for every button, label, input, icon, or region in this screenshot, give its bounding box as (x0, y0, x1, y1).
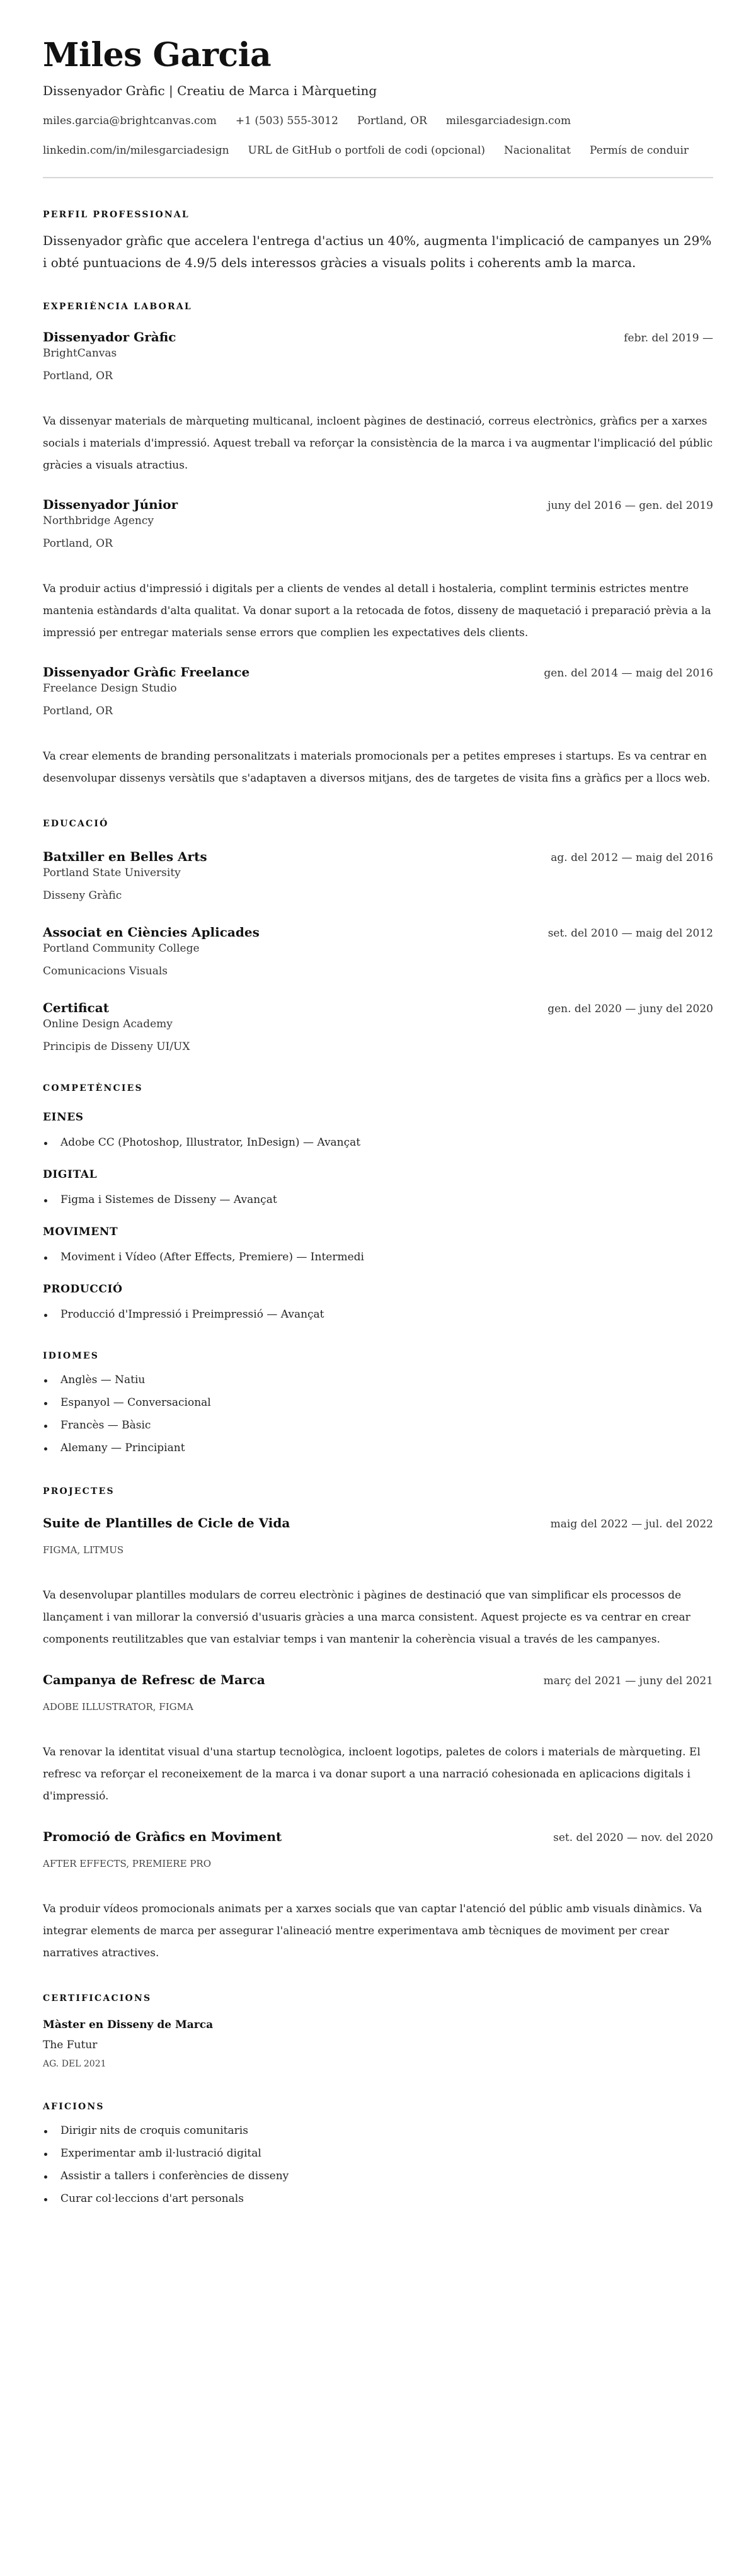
candidate-headline: Dissenyador Gràfic | Creatiu de Marca i Màrqueting (43, 83, 377, 98)
job-title: Dissenyador Júnior (43, 497, 178, 512)
school-name: Portland Community College (43, 942, 200, 955)
section-hobbies (43, 2100, 713, 2206)
education-item (43, 848, 713, 903)
section-title: IDIOMES (43, 1351, 100, 1361)
experience-item (43, 663, 713, 790)
experience-item (43, 496, 713, 644)
contact-location: Portland, OR (357, 115, 427, 127)
contact-github: URL de GitHub o portfoli de codi (opcional) (248, 144, 486, 157)
skill-group-title: PRODUCCIÓ (43, 1283, 123, 1296)
degree-dates: ag. del 2012 — maig del 2016 (551, 852, 713, 864)
contact-email[interactable]: miles.garcia@brightcanvas.com (43, 115, 217, 127)
job-description: Va dissenyar materials de màrqueting multicanal, incloent pàgines de destinació, correus electrònics, gràfics per a xarxes socials i materials d'impressió. Aquest treball va reforçar la consistència de la marca i va augmentar l'implicació del públic gràcies a visuals atractius. (43, 415, 713, 472)
section-profile (43, 208, 713, 274)
degree-title: Associat en Ciències Aplicades (43, 925, 260, 940)
hobby-item: Dirigir nits de croquis comunitaris (43, 2123, 713, 2138)
project-item (43, 1514, 713, 1651)
certification-date: AG. DEL 2021 (43, 2059, 106, 2069)
job-dates: febr. del 2019 — (624, 332, 713, 345)
project-description: Va renovar la identitat visual d'una startup tecnològica, incloent logotips, paletes de colors i materials de màrqueting. El refresc va reforçar el reconeixement de la marca i va donar suport a una narració cohesionada en aplicacions digitals i d'impressió. (43, 1746, 701, 1803)
project-item (43, 1671, 713, 1808)
contact-nationality: Nacionalitat (504, 144, 571, 157)
section-experience (43, 300, 713, 790)
section-title: EXPERIÈNCIA LABORAL (43, 302, 192, 312)
section-title: PROJECTES (43, 1486, 115, 1496)
school-name: Portland State University (43, 867, 181, 879)
hobby-item: Experimentar amb il·lustració digital (43, 2146, 713, 2161)
certification-issuer: The Futur (43, 2039, 98, 2051)
education-item (43, 999, 713, 1054)
language-list (43, 1372, 713, 1456)
project-tech: FIGMA, LITMUS (43, 1544, 124, 1556)
skill-group (43, 1224, 713, 1265)
language-item: Anglès — Natiu (43, 1372, 713, 1388)
job-description: Va produir actius d'impressió i digitals per a clients de vendes al detall i hostaleria, complint terminis estrictes mentre mantenia estàndards d'alta qualitat. Va donar suport a la retocada de fotos, disseny de maquetació i preparació prèvia a la impressió per entregar materials sense errors que complien les expectatives dels clients. (43, 583, 711, 639)
job-dates: gen. del 2014 — maig del 2016 (544, 667, 713, 680)
hobby-item: Curar col·leccions d'art personals (43, 2191, 713, 2206)
job-location: Portland, OR (43, 705, 113, 717)
section-title: EDUCACIÓ (43, 819, 109, 829)
skill-item: Figma i Sistemes de Disseny — Avançat (43, 1192, 713, 1207)
contact-phone[interactable]: +1 (503) 555-3012 (235, 115, 338, 127)
profile-summary: Dissenyador gràfic que accelera l'entrega d'actius un 40%, augmenta l'implicació de campanyes un 29% i obté puntuacions de 4.9/5 dels interessos gràcies a visuals polits i coherents amb la marca. (43, 233, 712, 270)
project-tech: ADOBE ILLUSTRATOR, FIGMA (43, 1701, 193, 1713)
degree-dates: gen. del 2020 — juny del 2020 (547, 1003, 713, 1015)
project-description: Va desenvolupar plantilles modulars de correu electrònic i pàgines de destinació que van simplificar els processos de llançament i van millorar la conversió d'usuaris gràcies a una marca consistent. Aquest projecte es va centrar en crear components reutilitzables que van estalviar temps i van mantenir la coherència visual a través de les campanyes. (43, 1589, 690, 1646)
field-of-study: Disseny Gràfic (43, 889, 122, 902)
section-title: CERTIFICACIONS (43, 1993, 152, 2003)
job-title: Dissenyador Gràfic (43, 329, 176, 345)
job-location: Portland, OR (43, 370, 113, 382)
job-company: Northbridge Agency (43, 515, 154, 527)
contact-info (43, 113, 713, 158)
section-languages (43, 1350, 713, 1456)
skill-list (43, 1307, 713, 1322)
skill-group (43, 1282, 713, 1322)
section-title: COMPETÈNCIES (43, 1083, 143, 1093)
skill-group (43, 1110, 713, 1150)
hobby-item: Assistir a tallers i conferències de disseny (43, 2169, 713, 2184)
skill-group (43, 1167, 713, 1207)
skill-item: Producció d'Impressió i Preimpressió — Avançat (43, 1307, 713, 1322)
skill-item: Moviment i Vídeo (After Effects, Premiere) — Intermedi (43, 1250, 713, 1265)
project-name: Suite de Plantilles de Cicle de Vida (43, 1515, 290, 1530)
job-description: Va crear elements de branding personalitzats i materials promocionals per a petites empreses i startups. Es va centrar en desenvolupar dissenys versàtils que s'adaptaven a diversos mitjans, des de targetes de visita fins a gràfics per a llocs web. (43, 750, 711, 785)
project-tech: AFTER EFFECTS, PREMIERE PRO (43, 1858, 211, 1869)
skill-group-title: EINES (43, 1111, 84, 1124)
section-skills (43, 1082, 713, 1322)
section-title: AFICIONS (43, 2102, 105, 2112)
header-divider (43, 177, 713, 178)
candidate-name: Miles Garcia (43, 36, 272, 74)
job-location: Portland, OR (43, 537, 113, 550)
skill-list (43, 1250, 713, 1265)
job-company: Freelance Design Studio (43, 682, 177, 695)
skill-group-title: MOVIMENT (43, 1226, 118, 1238)
project-item (43, 1828, 713, 1964)
section-title: PERFIL PROFESSIONAL (43, 210, 190, 220)
project-name: Campanya de Refresc de Marca (43, 1672, 265, 1687)
skill-item: Adobe CC (Photoshop, Illustrator, InDesign) — Avançat (43, 1135, 713, 1150)
contact-website[interactable]: milesgarciadesign.com (445, 115, 571, 127)
job-title: Dissenyador Gràfic Freelance (43, 664, 250, 680)
degree-dates: set. del 2010 — maig del 2012 (547, 927, 713, 940)
school-name: Online Design Academy (43, 1018, 173, 1030)
project-dates: maig del 2022 — jul. del 2022 (550, 1518, 713, 1530)
hobby-list (43, 2123, 713, 2206)
contact-linkedin[interactable]: linkedin.com/in/milesgarciadesign (43, 144, 229, 157)
language-item: Alemany — Principiant (43, 1440, 713, 1456)
project-name: Promoció de Gràfics en Moviment (43, 1829, 282, 1844)
degree-title: Certificat (43, 1000, 109, 1015)
skill-group-title: DIGITAL (43, 1168, 98, 1181)
job-company: BrightCanvas (43, 347, 117, 360)
skill-list (43, 1135, 713, 1150)
field-of-study: Principis de Disseny UI/UX (43, 1040, 190, 1053)
experience-item (43, 328, 713, 477)
project-description: Va produir vídeos promocionals animats per a xarxes socials que van captar l'atenció del públic amb visuals dinàmics. Va integrar elements de marca per assegurar l'alineació mentre experimentava amb tècniques de moviment per crear narratives atractives. (43, 1903, 702, 1959)
job-dates: juny del 2016 — gen. del 2019 (547, 499, 713, 512)
section-projects (43, 1485, 713, 1964)
skill-list (43, 1192, 713, 1207)
field-of-study: Comunicacions Visuals (43, 965, 168, 977)
language-item: Espanyol — Conversacional (43, 1395, 713, 1410)
certification-name: Màster en Disseny de Marca (43, 2019, 214, 2031)
language-item: Francès — Bàsic (43, 1418, 713, 1433)
project-dates: set. del 2020 — nov. del 2020 (553, 1832, 713, 1844)
education-item (43, 923, 713, 979)
section-education (43, 818, 713, 1054)
resume-header (43, 35, 713, 158)
contact-drivers-license: Permís de conduir (590, 144, 689, 157)
section-certifications (43, 1992, 713, 2070)
project-dates: març del 2021 — juny del 2021 (543, 1675, 713, 1687)
certification-item (43, 2017, 713, 2070)
degree-title: Batxiller en Belles Arts (43, 849, 207, 864)
